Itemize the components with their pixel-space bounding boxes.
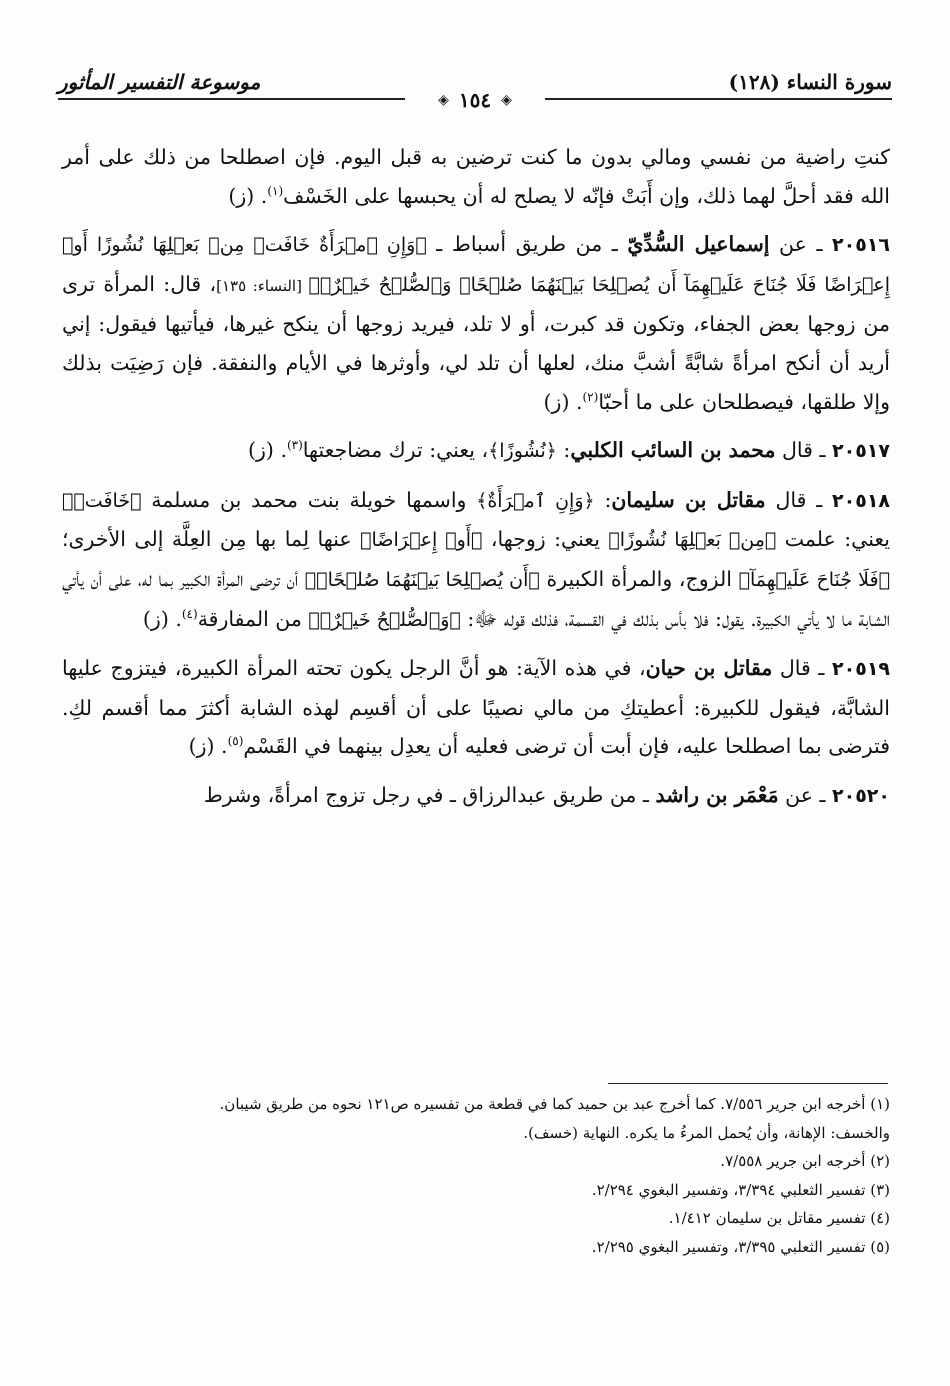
narration-20517: [62, 431, 890, 471]
narration-20518: [62, 481, 890, 639]
footnote-item: (٢) أخرجه ابن جرير ٧/٥٥٨.: [720, 1152, 890, 1170]
footnotes: [62, 1090, 890, 1261]
footnote-ref: (٢): [582, 389, 599, 404]
footnote-ref: (٤): [181, 606, 198, 621]
text-segment: ، يعني: ترك مضاجعتها: [302, 438, 489, 463]
source-marker: . (ز): [228, 183, 268, 208]
text-segment: ـ قال: [765, 487, 833, 512]
narration-number: ٢٠٥١٦: [832, 234, 890, 257]
text-segment: أن ترضى المرأة الكبير بما له، على أن يأتي الشابة ما لا يأتي الكبيرة. يقول: فلا بأس بذلك في القسمة، فذلك قوله ﷻ:: [62, 566, 890, 631]
ornament-left-icon: ◈: [438, 92, 449, 108]
narration-number: ٢٠٥٢٠: [832, 784, 890, 807]
quran-verse: ﴿أَوۡ إِعۡرَاضًا﴾: [360, 529, 483, 552]
footnote-ref: (١): [267, 183, 284, 198]
surah-title: سورة النساء (١٢٨): [728, 70, 892, 94]
narration-number: ٢٠٥١٧: [832, 440, 890, 463]
source-marker: . (ز): [248, 438, 287, 463]
narrator-name: مقاتل بن حيان: [645, 656, 773, 681]
quran-verse: ﴿نُشُوزًا﴾: [488, 440, 557, 463]
footnote-rule: [608, 1083, 888, 1084]
narrator-name: مقاتل بن سليمان: [611, 487, 766, 512]
paragraph-continuation: [62, 138, 890, 215]
text-segment: :: [594, 487, 612, 512]
text-segment: ـ عن: [769, 232, 833, 257]
page-number: ١٥٤: [458, 88, 492, 112]
text-segment: :: [556, 438, 571, 463]
quran-verse: ﴿فَلَا جُنَاحَ عَلَيۡهِمَآ﴾: [738, 568, 890, 591]
source-marker: . (ز): [188, 734, 228, 759]
footnote-ref: (٣): [286, 438, 303, 453]
narration-20519: [62, 649, 890, 766]
text-segment: يعني: زوجها،: [482, 527, 609, 552]
quran-verse: ﴿مِنۢ بَعۡلِهَا نُشُوزًا﴾: [608, 529, 777, 552]
text-segment: الزوج، والمرأة الكبيرة: [539, 566, 739, 591]
paragraph-text: كنتِ راضية من نفسي ومالي بدون ما كنت ترضين به قبل اليوم. فإن اصطلحا من ذلك على أمر الله فقد أحلَّ لهما ذلك، وإن أَبَتْ فإنّه لا يصلح له أن يحبسها على الخَسْف: [62, 145, 890, 208]
source-marker: . (ز): [142, 606, 182, 631]
verse-citation: [النساء: ١٣٥]: [216, 276, 309, 295]
quran-verse: ﴿أَن يُصۡلِحَا بَيۡنَهُمَا صُلۡحًاۚ﴾: [304, 568, 540, 591]
narrator-name: مَعْمَر بن راشد: [655, 782, 779, 807]
main-text: [62, 138, 890, 826]
quran-verse: ﴿وَإِنِ ٱمۡرَأَةٌ خَافَتۡ مِنۢ بَعۡلِهَا نُشُوزًا أَوۡ إِعۡرَاضًا فَلَا جُنَاحَ عَلَيۡهِمَآ أَن يُصۡلِحَا بَيۡنَهُمَا صُلۡحًاۚ وَٱلصُّلۡحُ خَيۡرٌۗ﴾: [62, 234, 890, 296]
quran-verse: ﴿وَإِنِ ٱمۡرَأَةٌ﴾: [476, 489, 595, 512]
text-segment: يعني: علمت: [776, 527, 890, 552]
footnote-item: (١) أخرجه ابن جرير ٧/٥٥٦. كما أخرج عبد بن حميد كما في قطعة من تفسيره ص١٢١ نحوه من طريق شيبان.: [219, 1095, 890, 1113]
text-segment: ـ عن: [778, 782, 833, 807]
footnote-item: (٥) تفسير الثعلبي ٣/٣٩٥، وتفسير البغوي ٢/٢٩٥.: [591, 1237, 890, 1256]
quran-verse: ﴿خَافَتۡ﴾: [62, 489, 142, 512]
footnote-item: (٤) تفسير مقاتل بن سليمان ١/٤١٢.: [668, 1209, 890, 1227]
footnote-item: والخسف: الإهانة، وأن يُحمل المرءُ ما يكره. النهاية (خسف).: [523, 1123, 890, 1142]
footnote-item: (٣) تفسير الثعلبي ٣/٣٩٤، وتفسير البغوي ٢/٢٩٤.: [591, 1180, 890, 1199]
text-segment: ـ من طريق عبدالرزاق ـ في رجل تزوج امرأةً، وشرط: [203, 782, 656, 807]
ornament-right-icon: ◈: [501, 92, 512, 108]
narration-number: ٢٠٥١٩: [832, 658, 891, 681]
quran-verse: ﴿وَٱلصُّلۡحُ خَيۡرٌۗ﴾: [308, 608, 461, 631]
narrator-name: محمد بن السائب الكلبي: [570, 438, 776, 463]
source-marker: . (ز): [543, 389, 583, 414]
narration-number: ٢٠٥١٨: [832, 489, 891, 512]
text-segment: ـ من طريق أسباط ـ: [426, 232, 628, 257]
text-segment: واسمها خويلة بنت محمد بن مسلمة: [141, 487, 477, 512]
narration-20520: [62, 776, 890, 816]
page-number-box: [405, 86, 545, 114]
book-title: موسوعة التفسير المأثور: [58, 70, 261, 94]
text-segment: ، في هذه الآية: هو أنَّ الرجل يكون تحته المرأة الكبيرة، فيتزوج عليها الشابَّة، فيقول للكبيرة: أعطيتكِ من مالي نصيبًا على أن أقسِم لهذه الشابة أكثرَ مما أقسم لكِ. فترضى بما اصطلحا عليه، فإن أبت أن ترضى فعليه أن يعدِل بينهما في القَسْم: [62, 656, 890, 759]
text-segment: ـ قال: [772, 656, 833, 681]
narrator-name: إسماعيل السُّدِّيّ: [627, 232, 770, 257]
text-segment: عنها لِما بها مِن العِلَّة إلى الأخرى؛: [62, 527, 361, 552]
narration-20516: [62, 225, 890, 421]
footnote-ref: (٥): [227, 734, 244, 749]
text-segment: ، قال: المرأة ترى من زوجها بعض الجفاء، وتكون قد كبرت، أو لا تلد، فيريد زوجها أن ينكح غيرها، فيأتيها فيقول: إني أريد أن أنكح امرأةً شابَّةً أشبَّ منك، لعلها أن تلد لي، وأوثرها في الأيام والنفقة. فإن رَضِيَت بذلك وإلا طلقها، فيصطلحان على ما أحبّا: [62, 271, 890, 414]
text-segment: ـ قال: [775, 438, 833, 463]
text-segment: من المفارقة: [197, 606, 309, 631]
